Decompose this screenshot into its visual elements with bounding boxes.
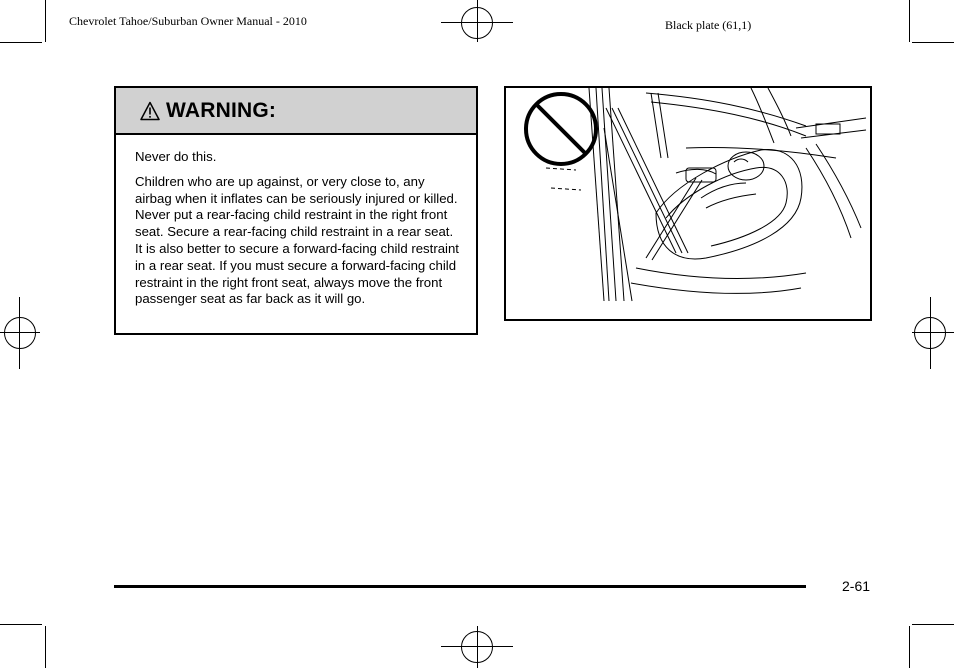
warning-paragraph: Never do this. — [135, 149, 217, 164]
crop-mark — [909, 626, 910, 668]
warning-title: WARNING: — [166, 98, 277, 122]
prohibited-icon — [526, 94, 596, 164]
crop-mark — [912, 624, 954, 625]
warning-box — [114, 86, 478, 335]
warning-triangle-icon — [140, 101, 160, 121]
crop-mark — [909, 0, 910, 42]
warning-paragraph: Children who are up against, or very close to, any airbag when it inflates can be seriously injured or killed. Never put a rear-facing child restraint in the right front seat. Secure a rear-facing child restraint in a rear seat. It is also better to secure a forward-facing child restraint in a rear seat. If you must secure a forward-facing child restraint in the right front seat, always move the front passenger seat as far back as it will go. — [135, 173, 459, 307]
crop-mark — [45, 626, 46, 668]
manual-title: Chevrolet Tahoe/Suburban Owner Manual - 2010 — [69, 14, 307, 28]
footer-rule — [114, 585, 806, 588]
child-seat-illustration — [506, 88, 870, 319]
plate-label: Black plate (61,1) — [665, 18, 752, 32]
page-number: 2-61 — [842, 578, 871, 594]
warning-header — [116, 88, 476, 135]
crop-mark — [45, 0, 46, 42]
illustration-frame — [504, 86, 872, 321]
crop-mark — [0, 624, 42, 625]
crop-mark — [0, 42, 42, 43]
warning-body — [116, 135, 476, 308]
crop-mark — [912, 42, 954, 43]
